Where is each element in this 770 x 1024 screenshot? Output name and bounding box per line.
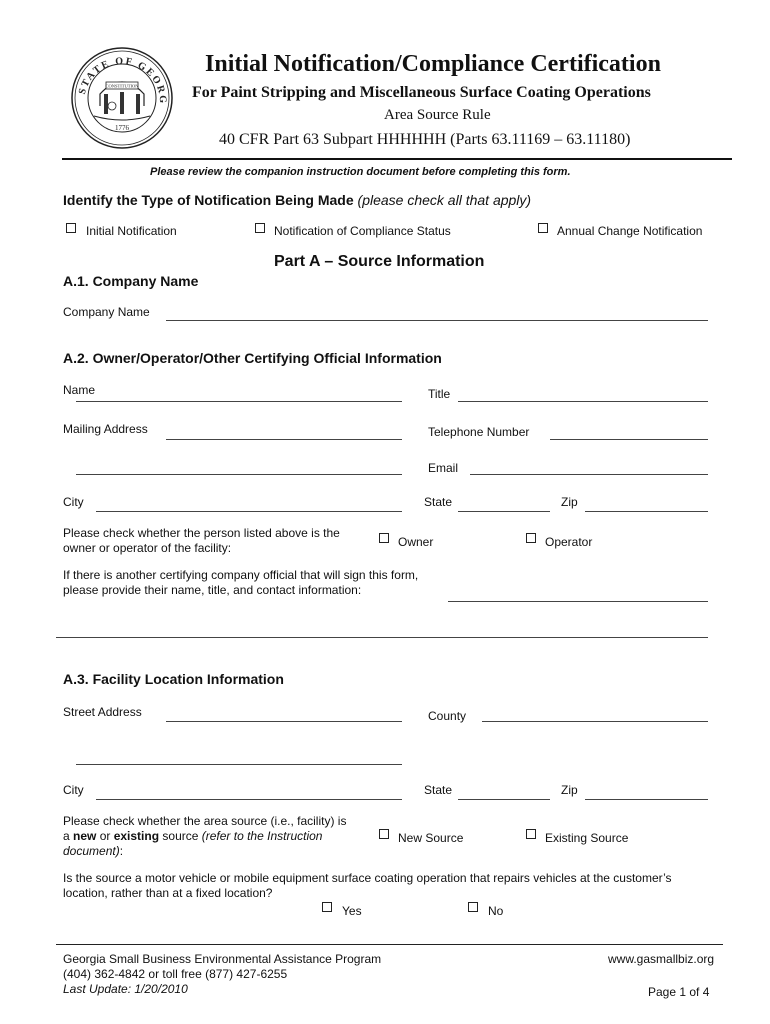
mailing-address-label: Mailing Address <box>63 422 148 436</box>
mobile-yes-checkbox[interactable] <box>322 902 332 912</box>
sq2c: or <box>96 829 114 843</box>
georgia-state-seal <box>70 46 174 150</box>
street-address-label: Street Address <box>63 705 142 719</box>
footer-page-number: Page 1 of 4 <box>648 985 710 999</box>
new-source-checkbox[interactable] <box>379 829 389 839</box>
footer-org: Georgia Small Business Environmental Assistance Program <box>63 952 382 966</box>
footer-last-update: Last Update: 1/20/2010 <box>63 982 188 996</box>
sq2d: existing <box>113 829 160 843</box>
annual-change-checkbox[interactable] <box>538 223 548 233</box>
facility-state-field[interactable] <box>458 799 550 800</box>
mobile-yes-label: Yes <box>342 904 362 918</box>
county-label: County <box>428 709 467 723</box>
owner-city-label: City <box>63 495 84 509</box>
source-type-question-2 <box>63 829 322 843</box>
compliance-status-label: Notification of Compliance Status <box>274 224 451 238</box>
sq2f: (refer to the Instruction <box>201 829 323 843</box>
facility-zip-field[interactable] <box>585 799 708 800</box>
owner-name-field[interactable] <box>76 401 402 402</box>
footer-website[interactable]: www.gasmallbiz.org <box>608 952 715 966</box>
mobile-question-1: Is the source a motor vehicle or mobile equipment surface coating operation that repairs vehicles at the customer’s <box>63 871 672 885</box>
owner-city-field[interactable] <box>96 511 402 512</box>
county-field[interactable] <box>482 721 708 722</box>
annual-change-label: Annual Change Notification <box>557 224 703 238</box>
seal-year: 1776 <box>115 124 129 132</box>
other-official-text-2: please provide their name, title, and contact information: <box>63 583 362 597</box>
cfr-reference: 40 CFR Part 63 Subpart HHHHHH (Parts 63.11169 – 63.11180) <box>219 131 631 148</box>
form-subtitle: For Paint Stripping and Miscellaneous Surface Coating Operations <box>192 84 651 101</box>
footer-divider <box>56 944 723 945</box>
initial-notification-label: Initial Notification <box>86 224 177 238</box>
new-source-label: New Source <box>398 831 464 845</box>
svg-text:STATE OF GEORGIA <box>70 46 168 105</box>
a2-heading: A.2. Owner/Operator/Other Certifying Official Information <box>63 350 442 366</box>
owner-checkbox[interactable] <box>379 533 389 543</box>
notification-heading-note: (please check all that apply) <box>357 192 532 208</box>
source-type-question-3 <box>63 844 123 858</box>
sq2e: source <box>159 829 202 843</box>
mailing-address-field[interactable] <box>166 439 402 440</box>
owner-title-field[interactable] <box>458 401 708 402</box>
compliance-status-checkbox[interactable] <box>255 223 265 233</box>
owner-zip-label: Zip <box>561 495 578 509</box>
mailing-address-field-2[interactable] <box>76 474 402 475</box>
owner-state-field[interactable] <box>458 511 550 512</box>
owner-name-label: Name <box>63 383 96 397</box>
company-name-label: Company Name <box>63 305 150 319</box>
footer-phone: (404) 362-4842 or toll free (877) 427-6255 <box>63 967 288 981</box>
operator-checkbox[interactable] <box>526 533 536 543</box>
header-divider <box>62 158 732 160</box>
initial-notification-checkbox[interactable] <box>66 223 76 233</box>
sq2b: new <box>73 829 97 843</box>
part-a-title: Part A – Source Information <box>274 253 485 270</box>
sq3a: document) <box>63 844 120 858</box>
company-name-field[interactable] <box>166 320 708 321</box>
existing-source-label: Existing Source <box>545 831 629 845</box>
a3-heading: A.3. Facility Location Information <box>63 671 284 687</box>
seal-outer-text: STATE OF GEORG <box>76 55 169 106</box>
telephone-field[interactable] <box>550 439 708 440</box>
other-official-text-1: If there is another certifying company official that will sign this form, <box>63 568 419 582</box>
street-address-field[interactable] <box>166 721 402 722</box>
email-label: Email <box>428 461 459 475</box>
facility-zip-label: Zip <box>561 783 578 797</box>
other-official-field-2[interactable] <box>56 637 708 638</box>
owner-operator-question-1: Please check whether the person listed above is the <box>63 526 340 540</box>
owner-state-label: State <box>424 495 453 509</box>
operator-label: Operator <box>545 535 593 549</box>
owner-operator-question-2: owner or operator of the facility: <box>63 541 232 555</box>
seal-ribbon-text: CONSTITUTION <box>105 83 139 89</box>
form-title: Initial Notification/Compliance Certification <box>205 51 661 77</box>
owner-title-label: Title <box>428 387 451 401</box>
owner-zip-field[interactable] <box>585 511 708 512</box>
other-official-field[interactable] <box>448 601 708 602</box>
facility-city-label: City <box>63 783 84 797</box>
notification-heading <box>63 192 531 208</box>
street-address-field-2[interactable] <box>76 764 402 765</box>
facility-city-field[interactable] <box>96 799 402 800</box>
mobile-no-checkbox[interactable] <box>468 902 478 912</box>
telephone-label: Telephone Number <box>428 425 530 439</box>
facility-state-label: State <box>424 783 453 797</box>
a1-heading: A.1. Company Name <box>63 273 199 289</box>
rule-name: Area Source Rule <box>384 107 491 123</box>
email-field[interactable] <box>470 474 708 475</box>
mobile-question-2: location, rather than at a fixed location? <box>63 886 273 900</box>
notification-heading-text: Identify the Type of Notification Being Made <box>63 192 354 208</box>
sq2a: a <box>63 829 74 843</box>
companion-note: Please review the companion instruction document before completing this form. <box>150 166 571 178</box>
existing-source-checkbox[interactable] <box>526 829 536 839</box>
source-type-question-1: Please check whether the area source (i.e., facility) is <box>63 814 347 828</box>
sq3b: : <box>119 844 124 858</box>
mobile-no-label: No <box>488 904 504 918</box>
owner-label: Owner <box>398 535 434 549</box>
